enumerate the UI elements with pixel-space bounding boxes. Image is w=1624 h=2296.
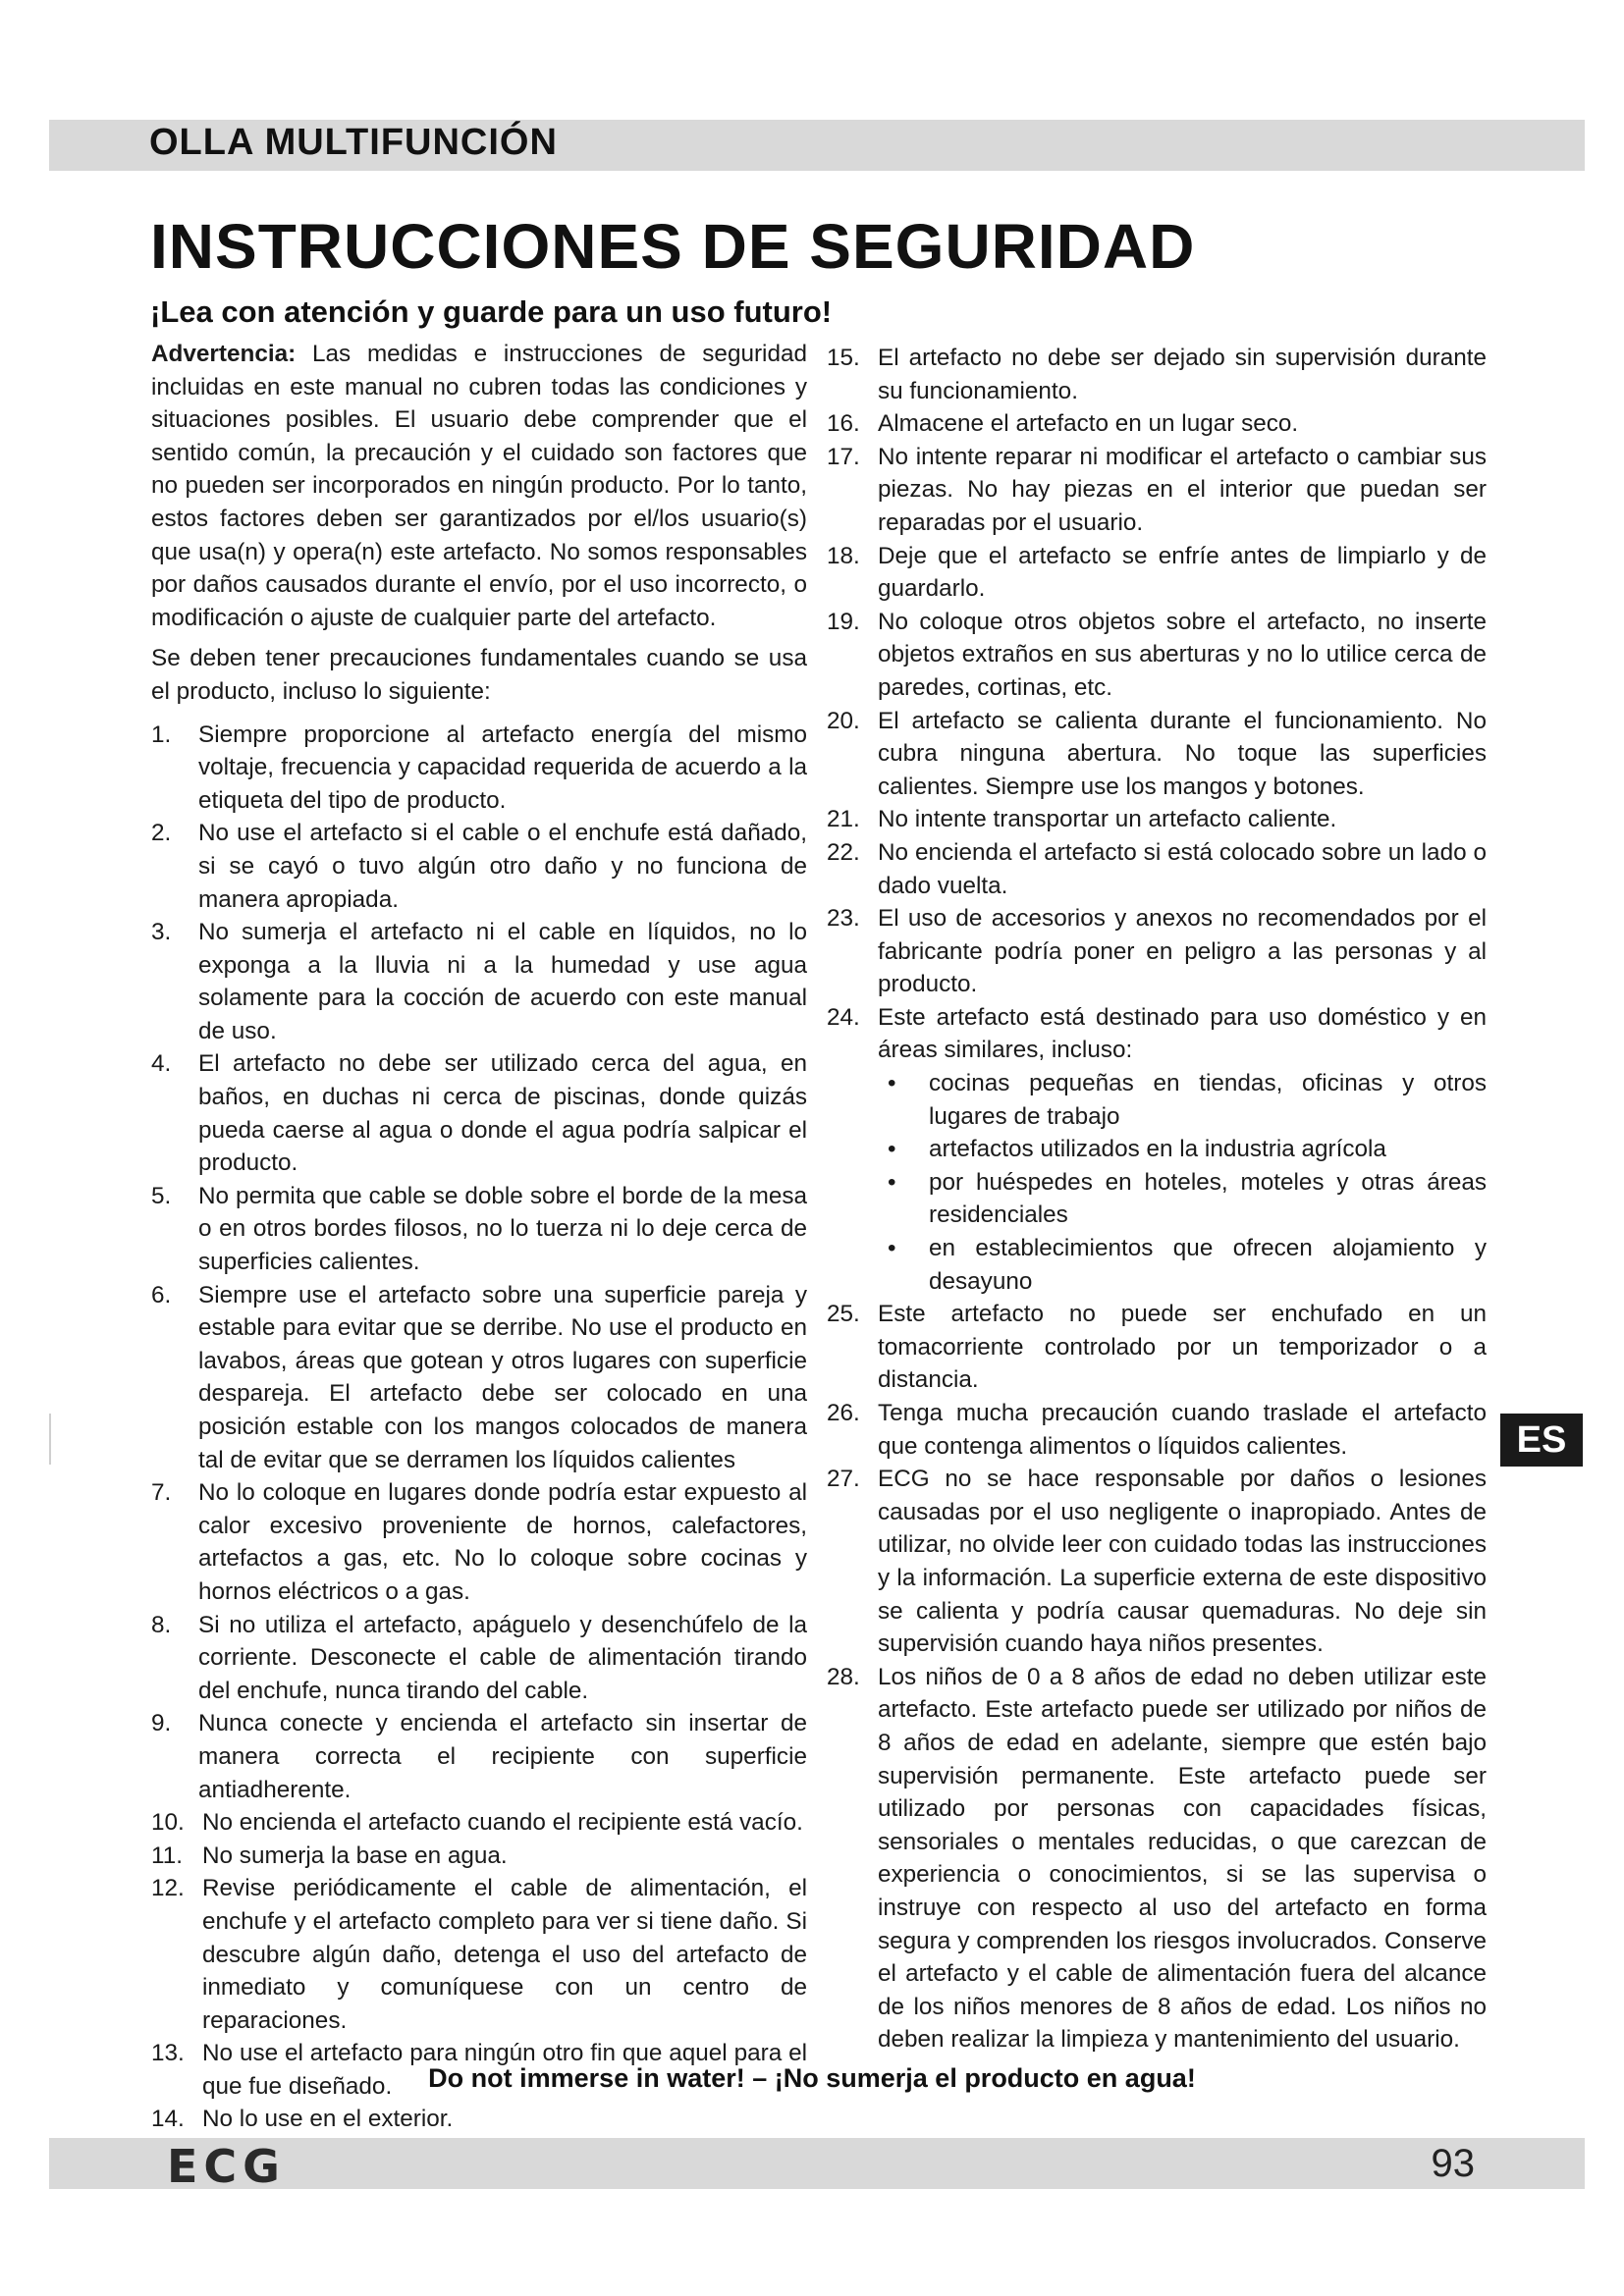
immersion-warning: Do not immerse in water! – ¡No sumerja el producto en agua! [428,2063,1196,2093]
list-item [827,441,1487,540]
item-number: 21. [827,806,860,833]
list-item [827,1001,1487,1298]
safety-list-right [827,342,1487,2056]
item-text: Si no utiliza el artefacto, apáguelo y desenchúfelo de la corriente. Desconecte el cable de alimentación tirando del enchufe, nunca tirando del cable. [198,1611,807,1704]
list-item [151,1180,807,1279]
item-text: No sumerja la base en agua. [202,1842,508,1869]
header-bar [49,120,1585,171]
item-text: El uso de accesorios y anexos no recomendados por el fabricante podría poner en peligro a las personas y al producto. [878,905,1487,998]
item-number: 5. [151,1182,172,1209]
item-text: No use el artefacto si el cable o el enchufe está dañado, si se cayó o tuvo algún otro daño y no funciona de manera apropiada. [198,820,807,913]
list-item [151,916,807,1047]
item-text: ECG no se hace responsable por daños o lesiones causadas por el uso negligente o inapropiado. Antes de utilizar, no olvide leer con cuidado todas las instrucciones y la información. La superficie externa de este dispositivo se calienta y podría causar quemaduras. No deje sin supervisión cuando haya niños presentes. [878,1466,1487,1658]
item-number: 15. [827,345,860,371]
bullet-item: • artefactos utilizados en la industria agrícola [878,1133,1487,1166]
list-item [151,1806,807,1840]
list-item [827,705,1487,804]
list-item [151,1047,807,1179]
item-number: 14. [151,2106,185,2133]
list-item [151,1707,807,1806]
item-text: Este artefacto no puede ser enchufado en un tomacorriente controlado por un temporizador o a distancia. [878,1301,1487,1394]
left-column [151,338,807,2136]
list-item [827,1661,1487,2056]
bullet-item: • por huéspedes en hoteles, moteles y otras áreas residenciales [878,1166,1487,1232]
item-text: Tenga mucha precaución cuando traslade el artefacto que contenga alimentos o líquidos calientes. [878,1400,1487,1460]
bullet-item: • cocinas pequeñas en tiendas, oficinas y otros lugares de trabajo [878,1067,1487,1133]
item-text: No lo coloque en lugares donde podría estar expuesto al calor excesivo proveniente de hornos, calefactores, artefactos a gas, etc. No lo coloque sobre cocinas y hornos eléctricos o a gas. [198,1479,807,1605]
warning-text: Las medidas e instrucciones de seguridad incluidas en este manual no cubren todas las condiciones y situaciones posibles. El usuario debe comprender que el sentido común, la precaución y el cuidado son factores que no pueden ser incorporados en ningún producto. Por lo tanto, estos factores deben ser garantizados por el/los usuario(s) que usa(n) y opera(n) este artefacto. No somos responsables por daños causados durante el envío, por el uso incorrecto, o modificación o ajuste de cualquier parte del artefacto. [151,341,807,631]
item-text: Siempre use el artefacto sobre una superficie pareja y estable para evitar que se derribe. No use el producto en lavabos, áreas que gotean y otros lugares con superficie despareja. El artefacto debe ser colocado en una posición estable con los mangos colocados de manera tal de evitar que se derramen los líquidos calientes [198,1281,807,1473]
side-mark [49,1414,51,1465]
item-number: 24. [827,1003,860,1031]
list-item [827,902,1487,1001]
item-number: 23. [827,905,860,933]
item-number: 25. [827,1301,860,1328]
item-number: 10. [151,1809,185,1837]
list-item [827,606,1487,705]
item-text: Revise periódicamente el cable de alimentación, el enchufe y el artefacto completo para ver si tiene daño. Si descubre algún daño, detenga el uso del artefacto de inmediato y comuníquese con un centro de reparaciones. [202,1875,807,2034]
item-number: 28. [827,1663,860,1690]
item-text: Almacene el artefacto en un lugar seco. [878,410,1299,438]
warning-paragraph [151,338,807,634]
list-item [151,719,807,818]
item-24-bullets [878,1067,1487,1298]
item-number: 12. [151,1875,185,1902]
item-text: Este artefacto está destinado para uso doméstico y en áreas similares, incluso: [878,1003,1487,1064]
list-item [827,540,1487,606]
item-number: 18. [827,542,860,569]
item-number: 1. [151,721,172,748]
item-text: No sumerja el artefacto ni el cable en líquidos, no lo exponga a la lluvia ni a la humedad y use agua solamente para la cocción de acuerdo con este manual de uso. [198,919,807,1044]
list-item [827,1298,1487,1397]
list-item [827,407,1487,441]
item-number: 20. [827,707,860,734]
item-number: 2. [151,820,172,847]
item-text: Los niños de 0 a 8 años de edad no deben utilizar este artefacto. Este artefacto puede ser utilizado por niños de 8 años de edad en adelante, siempre que estén bajo supervisión permanente. Este artefacto puede ser utilizado por personas con capacidades físicas, sensoriales o mentales reducidas, o que carezcan de experiencia o conocimientos, si se las supervisa o instruye con respecto al uso del artefacto en forma segura y comprenden los riesgos involucrados. Conserve el artefacto y el cable de alimentación fuera del alcance de los niños menores de 8 años de edad. Los niños no deben realizar la limpieza y mantenimiento del usuario. [878,1663,1487,2054]
item-text: No coloque otros objetos sobre el artefacto, no inserte objetos extraños en sus aberturas y no lo utilice cerca de paredes, cortinas, etc. [878,608,1487,701]
item-number: 26. [827,1400,860,1426]
item-text: No permita que cable se doble sobre el borde de la mesa o en otros bordes filosos, no lo tuerza ni lo deje cerca de superficies calientes. [198,1182,807,1276]
page-number: 93 [1431,2142,1475,2185]
item-number: 13. [151,2040,185,2067]
list-item [827,803,1487,836]
item-number: 16. [827,410,860,438]
brand-logo: ECG [167,2140,286,2193]
item-text: No encienda el artefacto cuando el recipiente está vacío. [202,1809,803,1837]
item-text: El artefacto no debe ser dejado sin supervisión durante su funcionamiento. [878,345,1487,404]
item-number: 9. [151,1710,172,1737]
subtitle: ¡Lea con atención y guarde para un uso futuro! [150,294,833,329]
item-number: 27. [827,1466,860,1493]
list-item [151,1279,807,1477]
list-item [151,1872,807,2037]
precautions-paragraph: Se deben tener precauciones fundamentales cuando se usa el producto, incluso lo siguiente: [151,645,807,705]
list-item [827,836,1487,902]
list-item [827,342,1487,407]
list-item [827,1397,1487,1463]
item-number: 11. [151,1842,183,1869]
item-number: 6. [151,1281,172,1308]
safety-list-left [151,719,807,2137]
item-number: 17. [827,443,860,470]
list-item [151,1476,807,1608]
item-text: El artefacto se calienta durante el funcionamiento. No cubra ninguna abertura. No toque las superficies calientes. Siempre use los mangos y botones. [878,707,1487,800]
list-item [151,1609,807,1708]
item-number: 4. [151,1050,172,1078]
item-text: El artefacto no debe ser utilizado cerca del agua, en baños, en duchas ni cerca de piscinas, donde quizás pueda caerse al agua o donde el agua podría salpicar el producto. [198,1050,807,1177]
item-text: Deje que el artefacto se enfríe antes de limpiarlo y de guardarlo. [878,542,1487,603]
item-text: No intente reparar ni modificar el artefacto o cambiar sus piezas. No hay piezas en el interior que puedan ser reparadas por el usuario. [878,443,1487,536]
item-number: 7. [151,1479,172,1507]
product-name: OLLA MULTIFUNCIÓN [149,122,558,163]
bullet-item: • en establecimientos que ofrecen alojamiento y desayuno [878,1232,1487,1298]
list-item [151,817,807,916]
item-number: 22. [827,838,860,866]
item-text: No use el artefacto para ningún otro fin que aquel para el que fue diseñado. [202,2040,807,2100]
list-item [827,1463,1487,1661]
item-text: Siempre proporcione al artefacto energía del mismo voltaje, frecuencia y capacidad requerida de acuerdo a la etiqueta del tipo de producto. [198,721,807,814]
footer-bar [49,2138,1585,2193]
warning-label: Advertencia: [151,341,297,367]
item-number: 3. [151,919,172,946]
item-text: Nunca conecte y encienda el artefacto sin insertar de manera correcta el recipiente con superficie antiadherente. [198,1710,807,1803]
item-text: No intente transportar un artefacto caliente. [878,806,1337,833]
item-text: No lo use en el exterior. [202,2106,454,2133]
language-tab: ES [1500,1414,1583,1467]
list-item [151,2103,807,2136]
item-number: 19. [827,608,860,635]
list-item [151,1840,807,1873]
right-column [827,342,1487,2056]
item-text: No encienda el artefacto si está colocado sobre un lado o dado vuelta. [878,838,1487,899]
page-title: INSTRUCCIONES DE SEGURIDAD [150,211,1196,282]
item-number: 8. [151,1611,172,1638]
